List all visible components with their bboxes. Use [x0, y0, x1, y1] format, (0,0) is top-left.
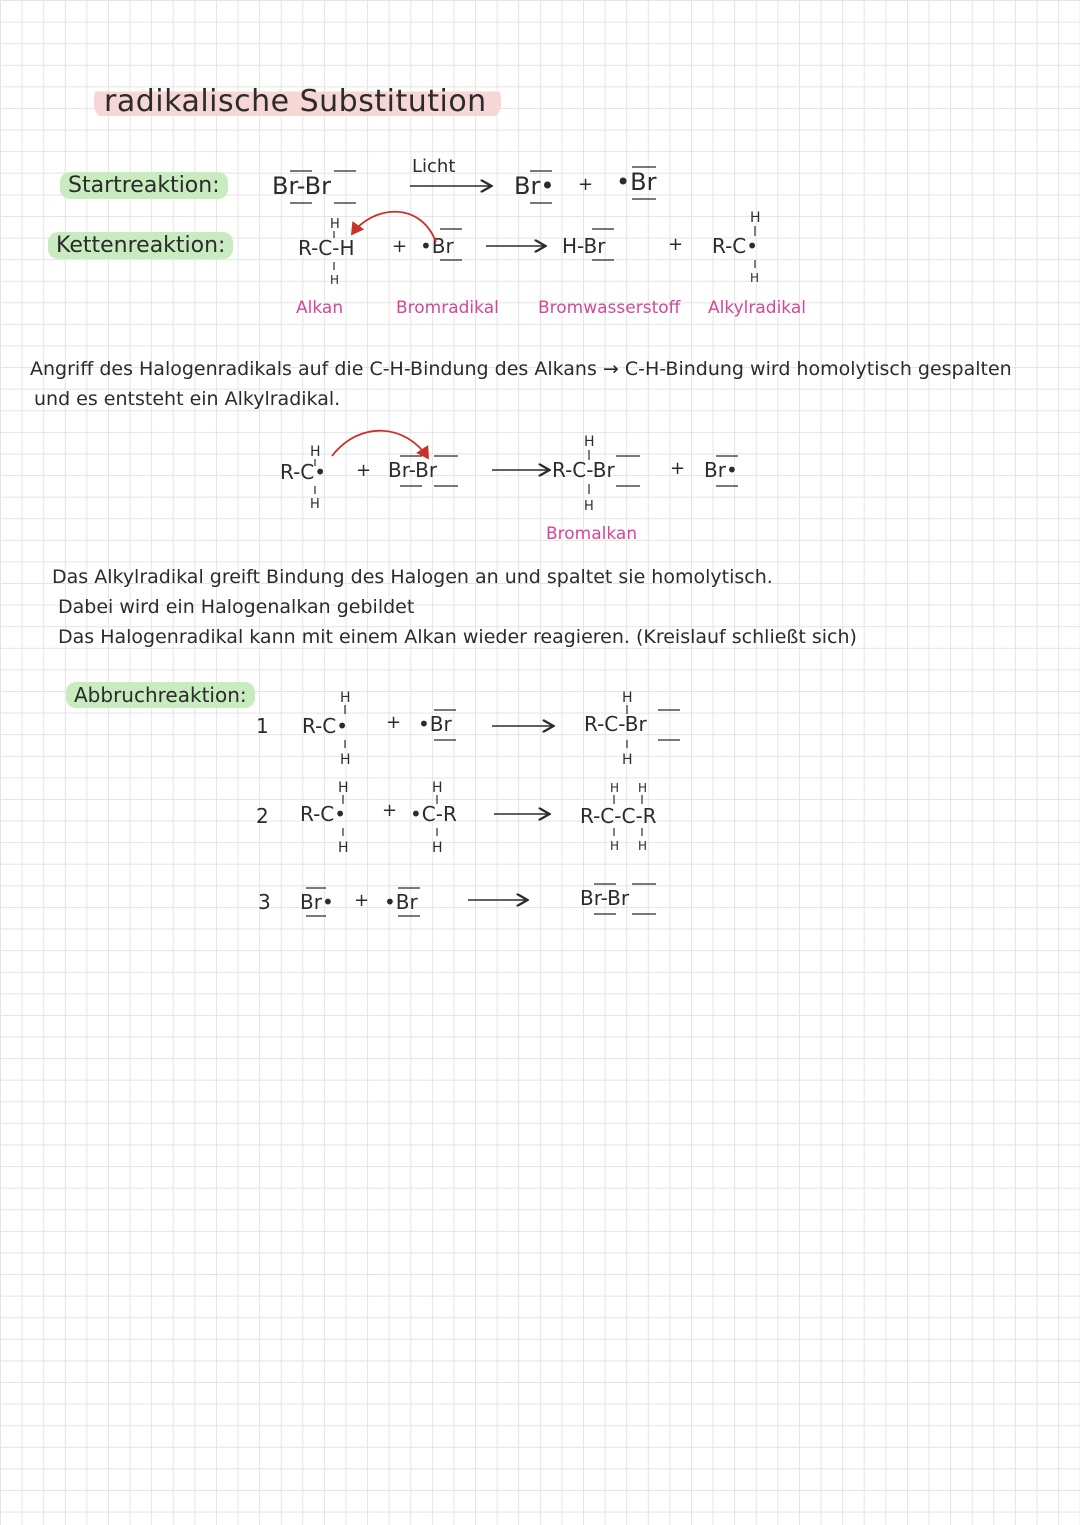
name-alkylradikal: Alkylradikal — [708, 298, 806, 318]
h-atom-top: H — [310, 444, 321, 460]
termination-1-reactant-2: •Br — [418, 712, 452, 736]
termination-1-number: 1 — [256, 714, 269, 738]
h-atom-bottom: H — [432, 840, 443, 856]
chain1-reactant-2: •Br — [420, 234, 454, 258]
termination-1-product: R-C-Br — [584, 712, 647, 736]
h-atom-top: H — [622, 690, 633, 706]
plus-sign: + — [382, 800, 398, 821]
start-reactant: Br-Br — [272, 172, 331, 200]
explanation-2-line-2: Dabei wird ein Halogenalkan gebildet — [58, 596, 415, 618]
h-atom-bottom: H — [622, 752, 633, 768]
chain2-reactant-2: Br-Br — [388, 458, 438, 482]
h-atom-bottom: H — [638, 839, 648, 853]
plus-sign: + — [354, 890, 370, 911]
termination-3-number: 3 — [258, 890, 271, 914]
h-atom-top: H — [340, 690, 351, 706]
chain2-reactant-1: R-C• — [280, 460, 327, 484]
h-atom-top: H — [584, 434, 595, 450]
name-bromradikal: Bromradikal — [396, 298, 499, 318]
h-atom-bottom: H — [750, 271, 760, 285]
chain1-product-2: R-C• — [712, 234, 759, 258]
plus-sign: + — [578, 174, 594, 195]
start-condition: Licht — [412, 156, 456, 177]
label-kettenreaktion: Kettenreaktion: — [48, 232, 233, 259]
plus-sign: + — [670, 458, 686, 479]
chain1-product-1: H-Br — [562, 234, 606, 258]
h-atom-top: H — [750, 210, 761, 226]
label-abbruchreaktion: Abbruchreaktion: — [66, 682, 255, 708]
start-product-2: •Br — [616, 168, 657, 196]
termination-3-reactant-2: •Br — [384, 890, 418, 914]
start-product-1: Br• — [514, 172, 555, 200]
plus-sign: + — [356, 460, 372, 481]
termination-2-reactant-2: •C-R — [410, 802, 457, 826]
termination-3-reactant-1: Br• — [300, 890, 334, 914]
electron-attack-arrow — [352, 212, 436, 242]
h-atom-bottom: H — [330, 273, 340, 287]
page-title: radikalische Substitution — [94, 84, 501, 119]
explanation-2-line-3: Das Halogenradikal kann mit einem Alkan wieder reagieren. (Kreislauf schließt sich) — [58, 626, 857, 648]
h-atom-top: H — [432, 780, 443, 796]
termination-1-reactant-1: R-C• — [302, 714, 349, 738]
h-atom-bottom: H — [340, 752, 351, 768]
h-atom-bottom: H — [310, 497, 320, 512]
h-atom-top: H — [338, 780, 349, 796]
explanation-2-line-1: Das Alkylradikal greift Bindung des Halogen an und spaltet sie homolytisch. — [52, 566, 773, 588]
plus-sign: + — [668, 234, 684, 255]
termination-2-reactant-1: R-C• — [300, 802, 347, 826]
electron-attack-arrow — [332, 431, 428, 458]
lone-pair-marks — [290, 167, 738, 916]
h-atom-top: H — [638, 781, 648, 795]
chain2-product-2: Br• — [704, 458, 738, 482]
label-startreaktion: Startreaktion: — [60, 172, 228, 199]
h-atom-top: H — [610, 781, 620, 795]
name-alkan: Alkan — [296, 298, 344, 318]
name-bromwasserstoff: Bromwasserstoff — [538, 298, 681, 318]
name-bromalkan: Bromalkan — [546, 524, 638, 544]
h-atom-top: H — [330, 217, 340, 232]
h-atom-bottom: H — [338, 840, 349, 856]
chain2-product-1: R-C-Br — [552, 458, 615, 482]
plus-sign: + — [386, 712, 402, 733]
termination-2-number: 2 — [256, 804, 269, 828]
plus-sign: + — [392, 236, 408, 257]
chain1-reactant-1: R-C-H — [298, 236, 355, 260]
explanation-1-line-1: Angriff des Halogenradikals auf die C-H-Bindung des Alkans → C-H-Bindung wird homolytisch gespalten — [30, 358, 1012, 380]
h-atom-bottom: H — [584, 499, 594, 514]
h-atom-bottom: H — [610, 839, 620, 853]
termination-3-product: Br-Br — [580, 886, 630, 910]
explanation-1-line-2: und es entsteht ein Alkylradikal. — [34, 388, 341, 410]
termination-2-product: R-C-C-R — [580, 804, 657, 828]
